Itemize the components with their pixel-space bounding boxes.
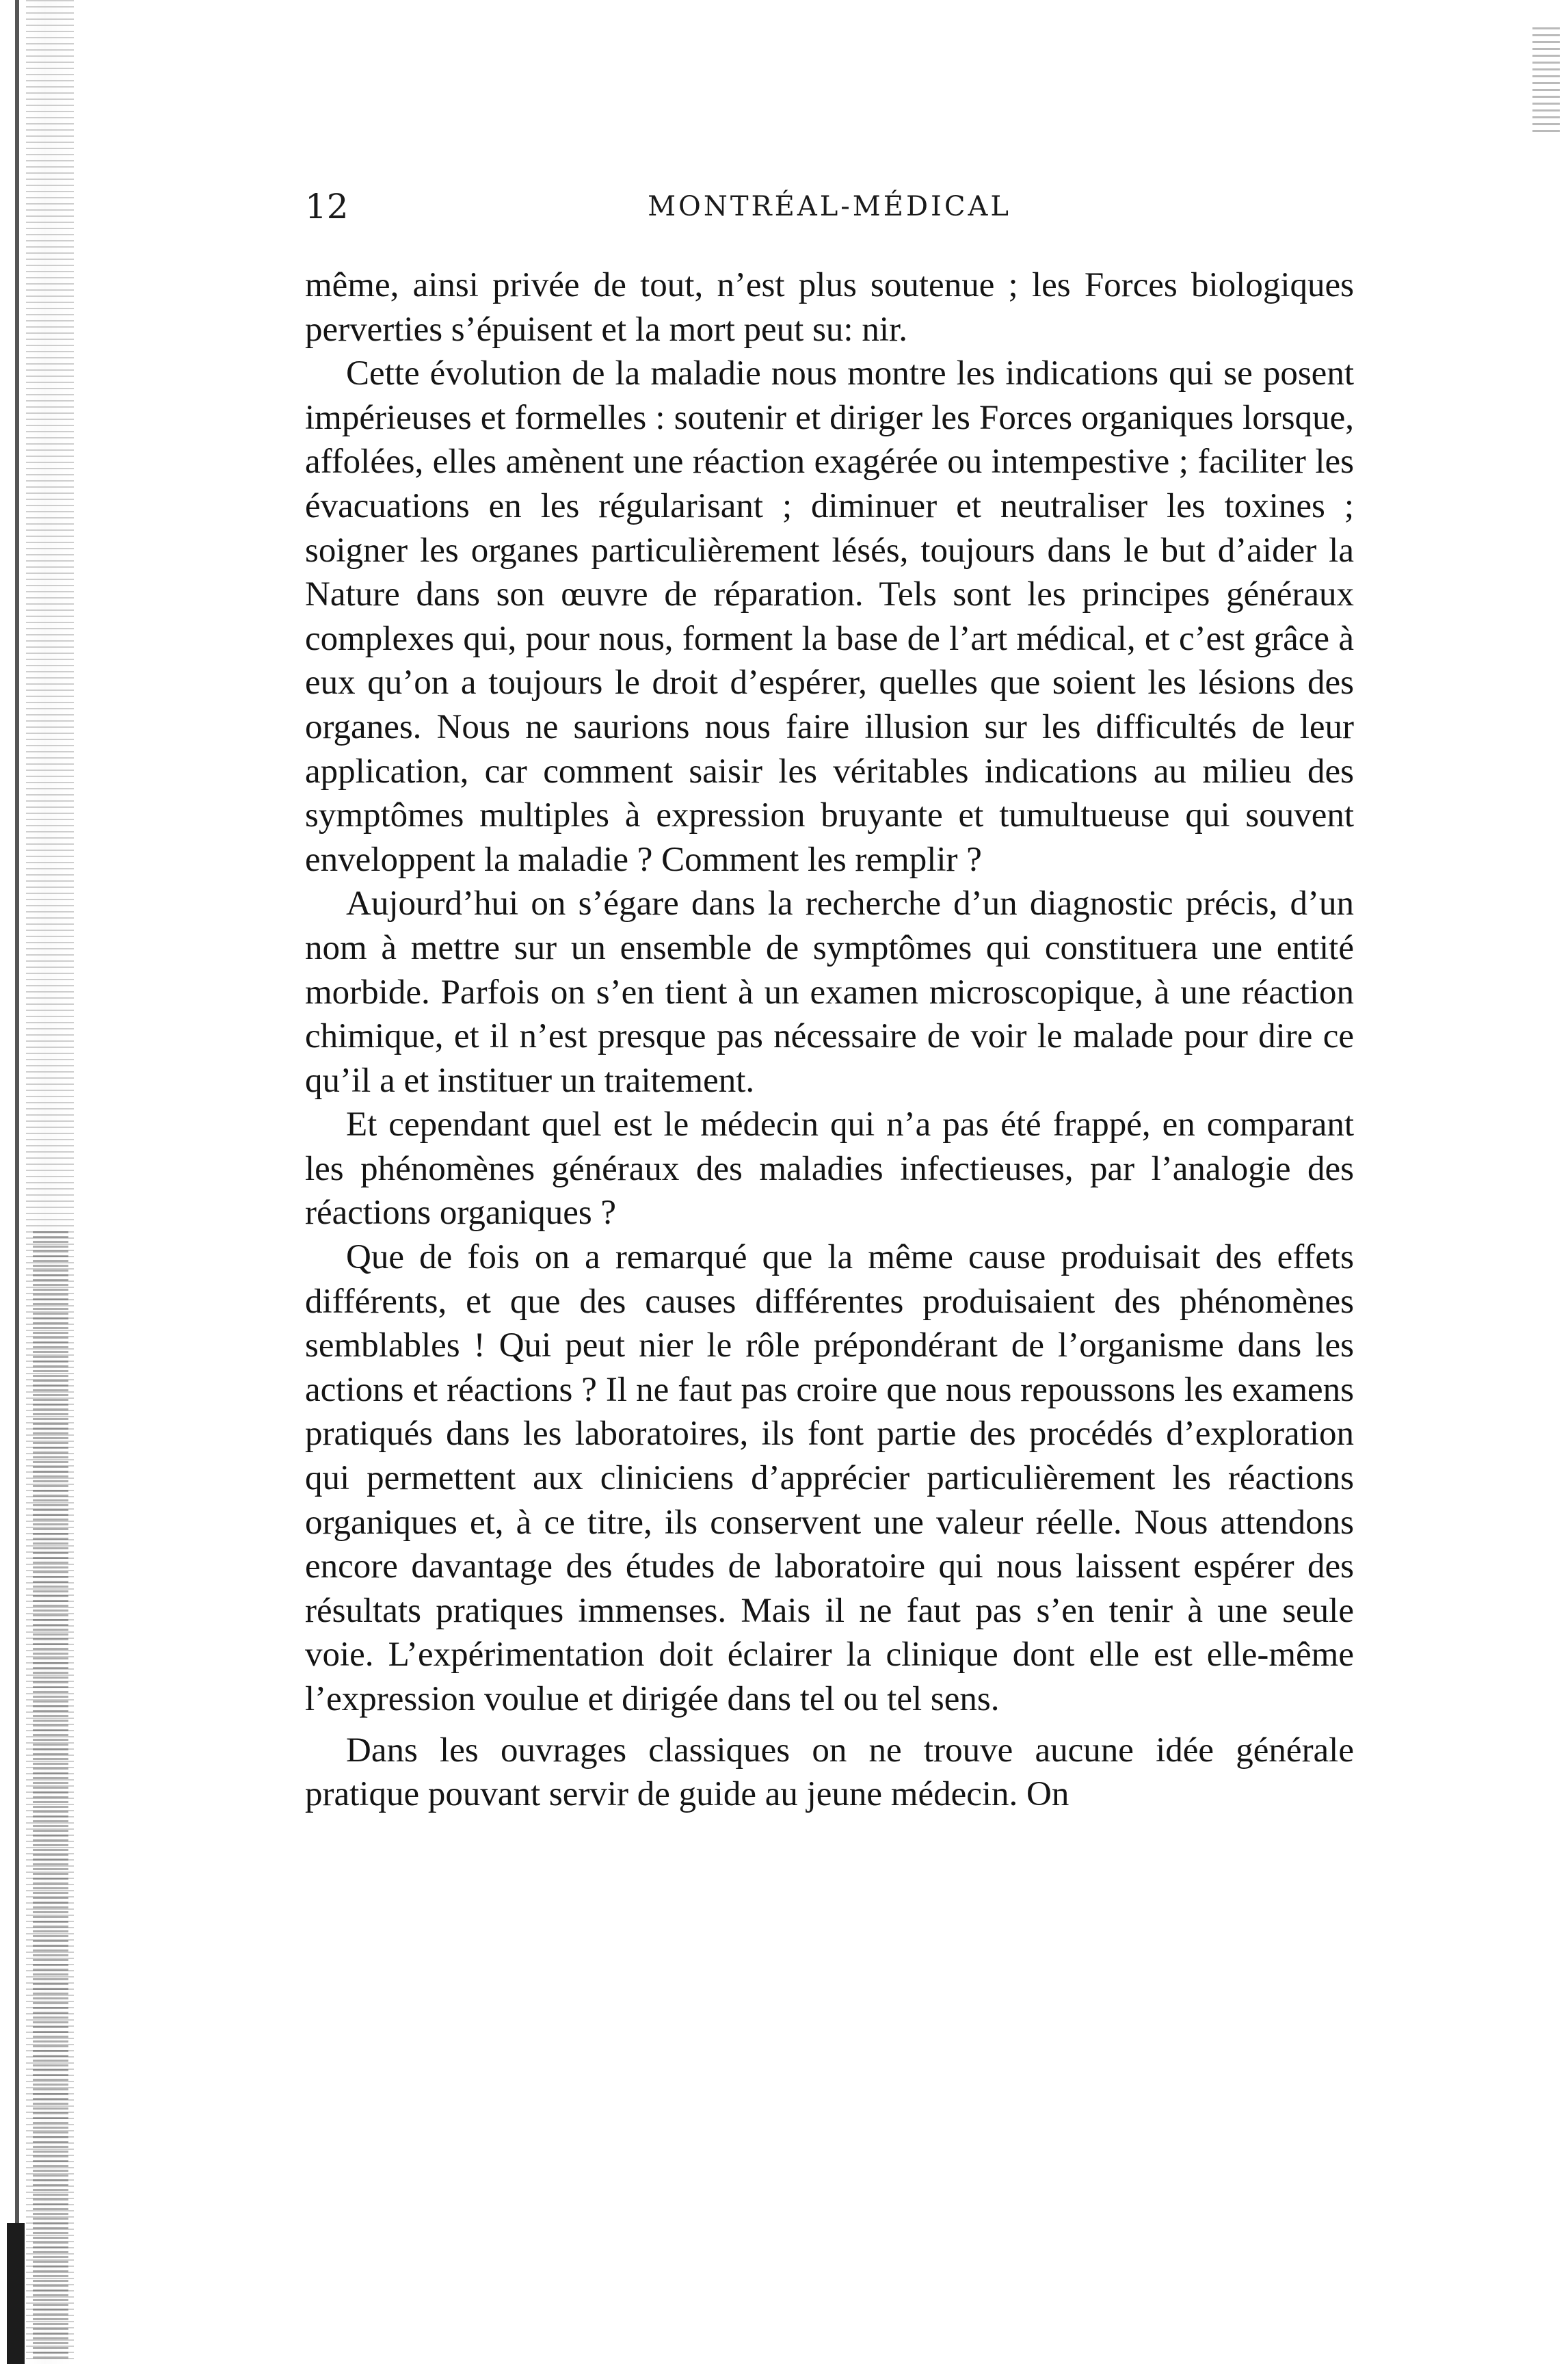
binding-edge-noise (33, 1231, 68, 2360)
running-head (305, 179, 1354, 234)
scan-corner-marks (1532, 27, 1560, 137)
binding-edge-dark-block (7, 2223, 25, 2364)
paragraph-1: même, ainsi privée de tout, n’est plus soutenue ; les Forces biologiques perverties s’épuisent et la mort peut su: nir. (305, 266, 1354, 349)
journal-title: MONTRÉAL-MÉDICAL (648, 191, 1011, 222)
paragraph-5: Que de fois on a remarqué que la même cause produisait des effets différents, et que des causes différentes produisaient des phénomènes semblables ! Qui peut nier le rôle prépondérant de l’organisme dans les actions et réactions ? Il ne faut pas croire que nous repoussons les examens pratiqués dans les laboratoires, ils font partie des procédés d’exploration qui permettent aux cliniciens d’apprécier particulièrement les réactions organiques et, à ce titre, ils conservent une valeur réelle. Nous attendons encore davantage des études de laboratoire qui nous laissent espérer des résultats pratiques immenses. Mais il ne faut pas s’en tenir à une seule voie. L’expérimentation doit éclairer la clinique dont elle est elle-même l’expression voulue et dirigée dans tel ou tel sens. (305, 1238, 1354, 1718)
paragraph-3: Aujourd’hui on s’égare dans la recherche d’un diagnostic précis, d’un nom à mettre sur un ensemble de symptômes qui constituera une entité morbide. Parfois on s’en tient à un examen microscopique, à une réaction chimique, et il n’est presque pas nécessaire de voir le malade pour dire ce qu’il a et instituer un traitement. (305, 884, 1354, 1100)
paragraph-4: Et cependant quel est le médecin qui n’a pas été frappé, en comparant les phénomènes généraux des maladies infectieuses, par l’analogie des réactions organiques ? (305, 1105, 1354, 1233)
paragraph-6: Dans les ouvrages classiques on ne trouve aucune idée générale pratique pouvant servir de guide au jeune médecin. On (305, 1731, 1354, 1814)
paragraph-2: Cette évolution de la maladie nous montre les indications qui se posent impérieuses et formelles : soutenir et diriger les Forces organiques lorsque, affolées, elles amènent une réaction exagérée ou intempestive ; faciliter les évacuations en les régularisant ; diminuer et neutraliser les toxines ; soigner les organes particulièrement lésés, toujours dans le but d’aider la Nature dans son œuvre de réparation. Tels sont les principes généraux complexes qui, pour nous, forment la base de l’art médical, et c’est grâce à eux qu’on a toujours le droit d’espérer, quelles que soient les lésions des organes. Nous ne saurions nous faire illusion sur les difficultés de leur application, car comment saisir les véritables indications au milieu des symptômes multiples à expression bruyante et tumultueuse qui souvent enveloppent la maladie ? Comment les remplir ? (305, 354, 1354, 879)
body-text (305, 263, 1354, 1817)
page-number: 12 (305, 187, 349, 226)
binding-edge-line (15, 0, 19, 2364)
